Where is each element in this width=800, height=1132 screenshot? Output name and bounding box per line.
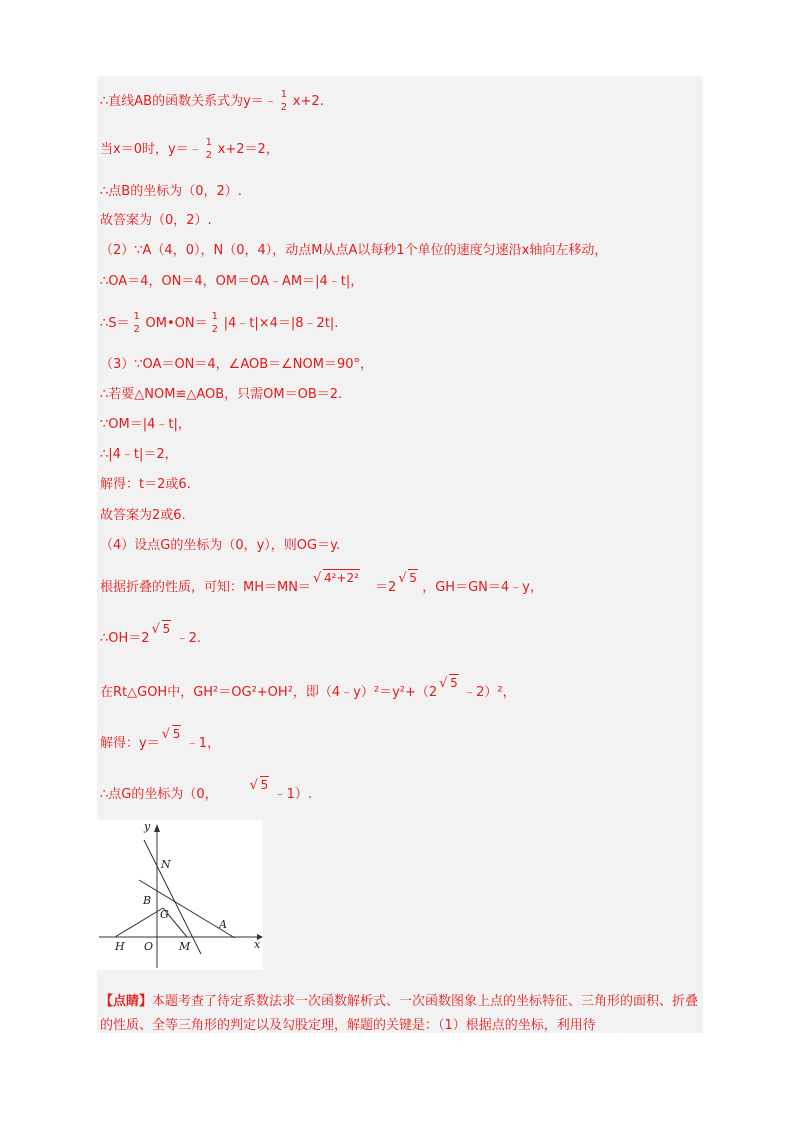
key-point-note [100, 990, 700, 1038]
line-x-zero [100, 137, 279, 161]
radicand: 4²+2² [323, 571, 359, 585]
geometry-figure [97, 820, 263, 970]
line-folding [100, 571, 543, 596]
text: x+2＝2， [217, 142, 279, 157]
line-oh [100, 622, 201, 647]
numerator: 1 [205, 137, 213, 148]
radical-sign: √ [312, 571, 322, 586]
text: ﹣1）. [273, 787, 313, 802]
denominator: 2 [211, 324, 218, 335]
numerator: 1 [280, 89, 288, 100]
denominator: 2 [205, 150, 213, 161]
denominator: 2 [133, 324, 140, 335]
text: 解得：y＝ [100, 736, 160, 751]
radical-sign: √ [161, 727, 170, 742]
radicand: 5 [172, 727, 181, 741]
text: ∴OH＝2 [100, 631, 150, 646]
line-part-2: （2）∵A（4，0），N（0，4），动点M从点A以每秒1个单位的速度匀速沿x轴向左移动， [100, 243, 608, 258]
denominator: 2 [280, 102, 288, 113]
line-answer-3: 故答案为2或6. [100, 508, 186, 523]
label-g: G [160, 908, 169, 921]
key-point-text: 本题考查了待定系数法求一次函数解析式、一次函数图象上点的坐标特征、三角形的面积、折叠的性质、全等三角形的判定以及勾股定理，解题的关键是：（1）根据点的坐标，利用待 [100, 994, 699, 1033]
line-point-b: ∴点B的坐标为（0，2）. [100, 184, 242, 199]
y-axis-arrow [154, 824, 160, 832]
text: |4﹣t|×4＝|8﹣2t|. [223, 316, 339, 331]
label-o: O [144, 940, 154, 953]
text: ﹣1， [185, 736, 220, 751]
numerator: 1 [133, 311, 140, 322]
line-ab-function [100, 89, 324, 113]
line-pythagoras [100, 676, 516, 701]
text: ∴点G的坐标为（0， [100, 787, 218, 802]
line-answer-1: 故答案为（0，2）. [100, 213, 212, 228]
text: OM•ON＝ [145, 316, 208, 331]
text: ＝2 [374, 580, 397, 595]
line-oa-on-om: ∴OA＝4，ON＝4，OM＝OA﹣AM＝|4﹣t|， [100, 274, 364, 289]
geometry-svg [97, 820, 263, 970]
line-om-abs: ∵OM＝|4﹣t|， [100, 417, 191, 432]
line-congruent: ∴若要△NOM≌△AOB，只需OM＝OB＝2. [100, 387, 343, 402]
text: ﹣2）²， [463, 685, 516, 700]
text: ∴直线AB的函数关系式为y＝﹣ [100, 94, 277, 109]
line-area-s [100, 311, 339, 335]
text: x+2. [292, 94, 324, 109]
key-point-tag: 【点睛】 [100, 994, 153, 1009]
text: 在Rt△GOH中，GH²＝OG²+OH²，即（4﹣y）²＝y²+（2 [100, 685, 438, 700]
line-solve-y [100, 727, 220, 752]
text: ，GH＝GN＝4﹣y， [422, 580, 543, 595]
radical-sign: √ [151, 622, 160, 637]
label-m: M [179, 940, 191, 953]
label-b: B [143, 894, 152, 907]
label-x: x [254, 938, 261, 951]
text: 根据折叠的性质，可知：MH＝MN＝ [100, 580, 311, 595]
radicand: 5 [409, 571, 417, 585]
numerator: 1 [211, 311, 218, 322]
radicand: 5 [260, 778, 269, 792]
text: ∴S＝ [100, 316, 130, 331]
segment-hg [115, 908, 163, 937]
text: 当x＝0时，y＝﹣ [100, 142, 202, 157]
line-point-g [100, 778, 313, 803]
line-part-4: （4）设点G的坐标为（0，y），则OG＝y. [100, 538, 341, 553]
radical-sign: √ [249, 778, 258, 793]
radical-sign: √ [398, 571, 407, 586]
line-solve-t: 解得：t＝2或6. [100, 477, 191, 492]
line-part-3: （3）∵OA＝ON＝4，∠AOB＝∠NOM＝90°， [100, 357, 374, 372]
radicand: 5 [162, 622, 171, 636]
radical-sign: √ [439, 676, 448, 691]
line-abs-eq: ∴|4﹣t|＝2， [100, 447, 178, 462]
label-a: A [219, 918, 227, 931]
radicand: 5 [450, 676, 458, 690]
label-y: y [144, 820, 151, 833]
text: ﹣2. [175, 631, 201, 646]
label-h: H [115, 940, 125, 953]
label-n: N [161, 858, 171, 871]
